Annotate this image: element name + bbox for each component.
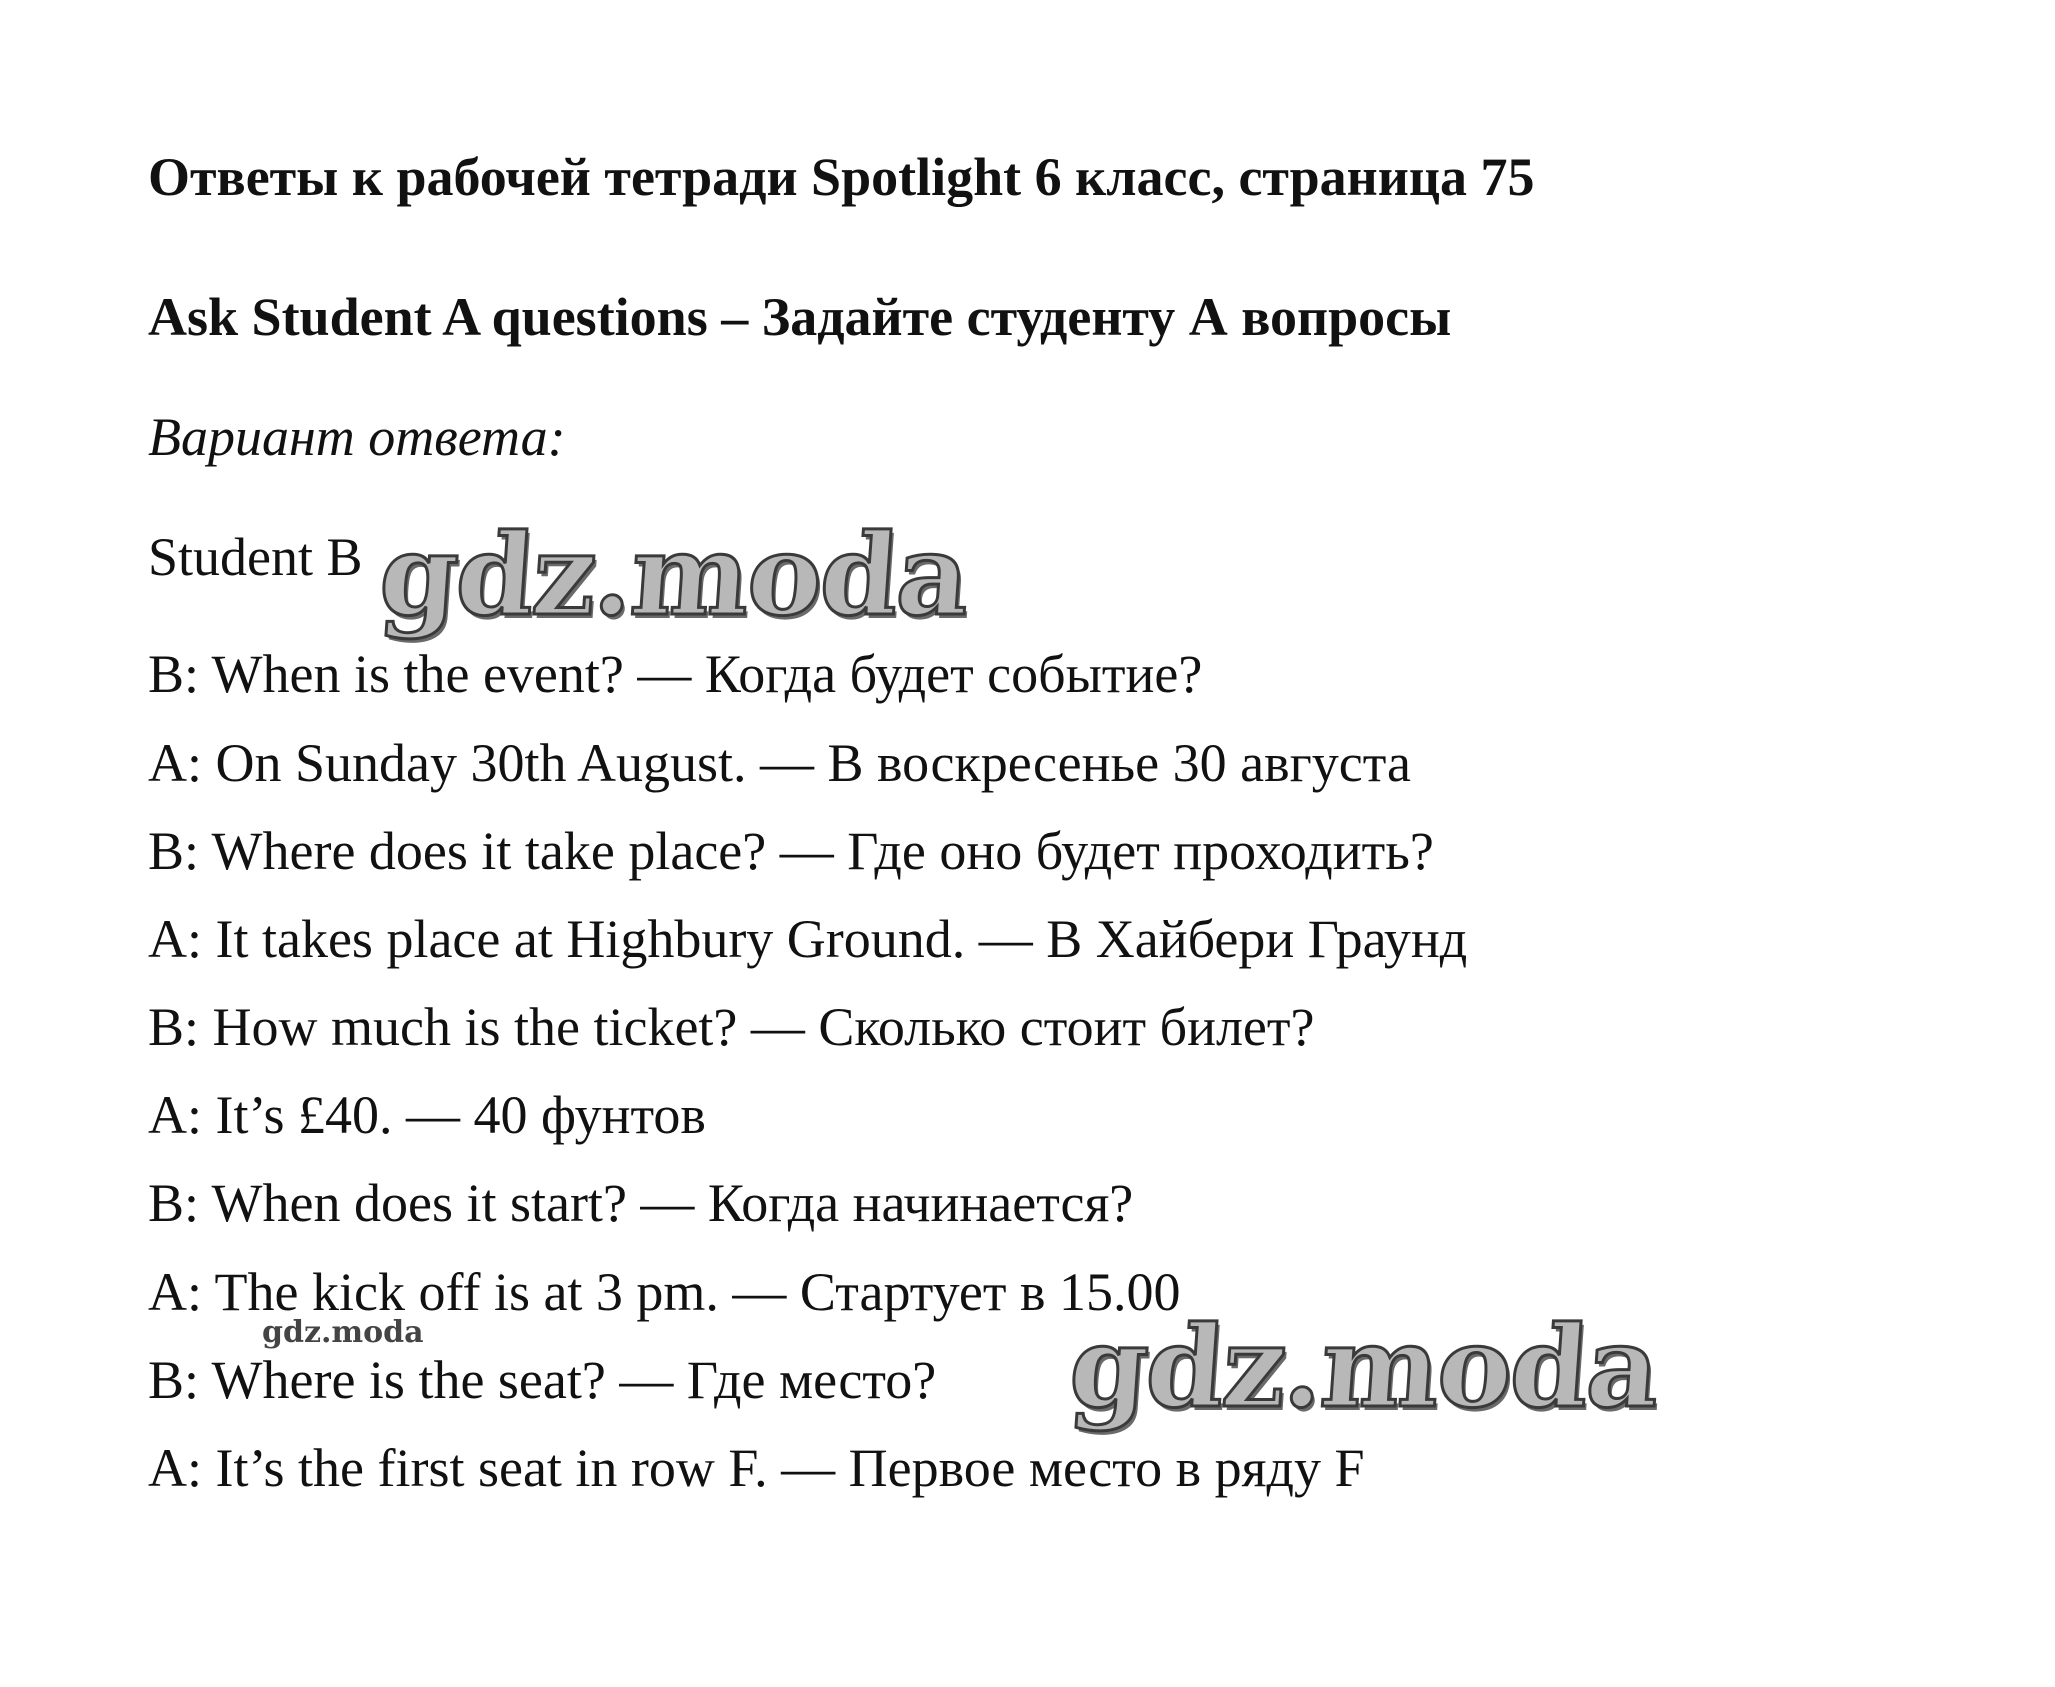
dialog-line-8: A: The kick off is at 3 pm. — Стартует в 15.00 bbox=[148, 1262, 1181, 1322]
dialog-line-6: A: It’s £40. — 40 фунтов bbox=[148, 1085, 706, 1145]
student-label: Student B bbox=[148, 527, 363, 587]
dialog-line-10: A: It’s the first seat in row F. — Первое место в ряду F bbox=[148, 1438, 1365, 1498]
dialog-line-7: B: When does it start? — Когда начинается? bbox=[148, 1173, 1134, 1233]
watermark-small: gdz.moda bbox=[262, 1315, 424, 1350]
dialog-line-1: B: When is the event? — Когда будет событие? bbox=[148, 644, 1203, 704]
dialog-line-4: A: It takes place at Highbury Ground. — В Хайбери Граунд bbox=[148, 909, 1468, 969]
exercise-heading: Ask Student A questions – Задайте студенту А вопросы bbox=[148, 287, 1452, 347]
dialog-line-9: B: Where is the seat? — Где место? bbox=[148, 1350, 937, 1410]
dialog-line-5: B: How much is the ticket? — Сколько стоит билет? bbox=[148, 997, 1315, 1057]
watermark-logo: gdz.moda bbox=[375, 510, 972, 641]
dialog-line-2: A: On Sunday 30th August. — В воскресенье 30 августа bbox=[148, 733, 1411, 793]
dialog-line-3: B: Where does it take place? — Где оно будет проходить? bbox=[148, 821, 1434, 881]
page-title: Ответы к рабочей тетради Spotlight 6 класс, страница 75 bbox=[148, 147, 1535, 207]
answer-variant-label: Вариант ответа: bbox=[148, 407, 566, 467]
watermark-logo: gdz.moda bbox=[1065, 1302, 1662, 1433]
